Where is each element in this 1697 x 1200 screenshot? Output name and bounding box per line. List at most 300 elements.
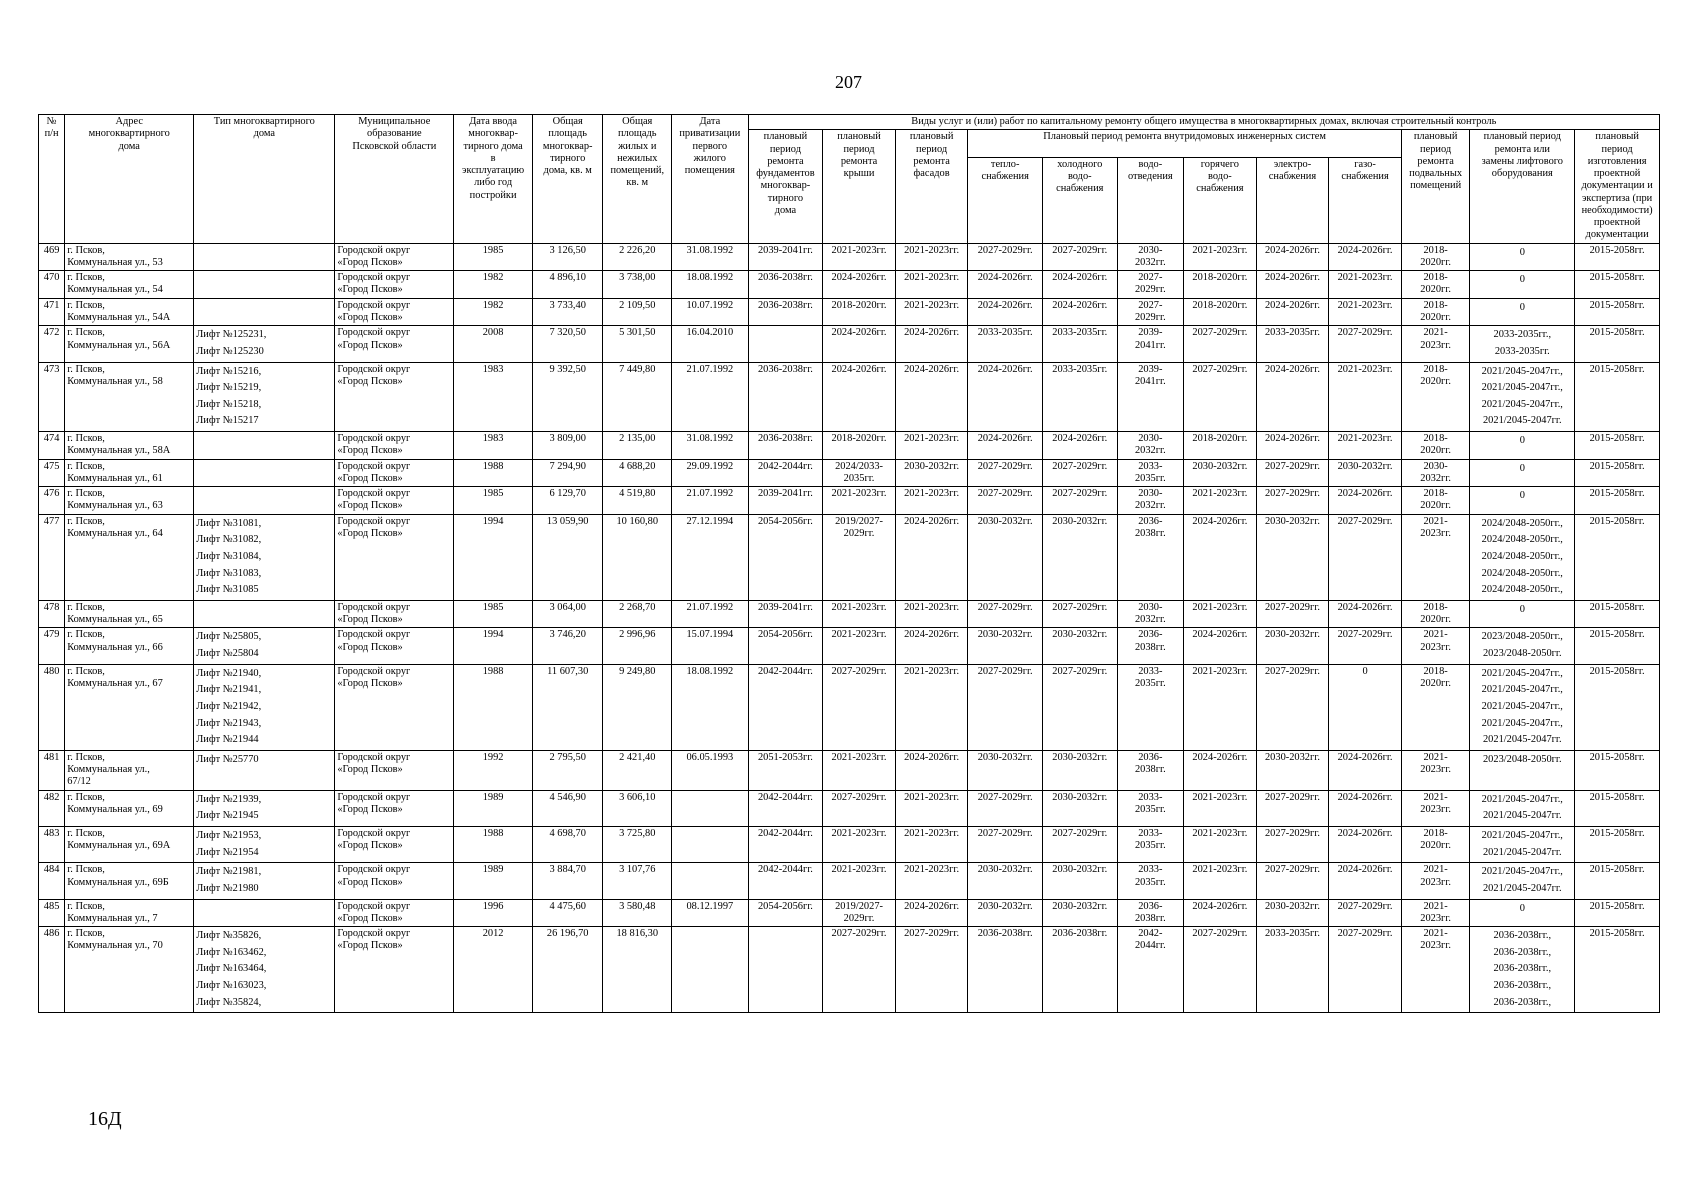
header-engineering-group: Плановый период ремонта внутридомовых инженерных систем [968, 130, 1401, 157]
row-total-area: 3 746,20 [532, 628, 603, 664]
row-cold-water: 2030-2032гг. [1042, 628, 1117, 664]
row-hot-water: 2021-2023гг. [1184, 243, 1257, 271]
row-address: г. Псков, Коммунальная ул., 69А [65, 826, 194, 862]
row-address: г. Псков, Коммунальная ул., 56А [65, 326, 194, 362]
row-privatization [672, 826, 749, 862]
row-type: Лифт №21939, Лифт №21945 [194, 790, 335, 826]
row-number: 482 [39, 790, 65, 826]
row-address: г. Псков, Коммунальная ул., 7 [65, 899, 194, 927]
row-cold-water: 2027-2029гг. [1042, 600, 1117, 628]
row-living-area: 2 996,96 [603, 628, 672, 664]
row-hot-water: 2024-2026гг. [1184, 514, 1257, 600]
row-address: г. Псков, Коммунальная ул., 54А [65, 298, 194, 326]
row-roof: 2021-2023гг. [823, 863, 896, 899]
row-living-area: 18 816,30 [603, 927, 672, 1013]
row-foundation: 2042-2044гг. [748, 459, 823, 487]
row-drainage: 2039- 2041гг. [1117, 362, 1184, 432]
row-cold-water: 2030-2032гг. [1042, 514, 1117, 600]
row-year: 1982 [454, 271, 533, 299]
row-municipality: Городской округ «Город Псков» [335, 664, 454, 750]
table-row [39, 826, 1660, 862]
row-privatization [672, 790, 749, 826]
row-lift: 2021/2045-2047гг., 2021/2045-2047гг., 2021/2045-2047гг., 2021/2045-2047гг., 2021/2045-2047гг. [1470, 664, 1575, 750]
row-heat: 2027-2029гг. [968, 664, 1043, 750]
row-type [194, 432, 335, 460]
row-drainage: 2033- 2035гг. [1117, 459, 1184, 487]
table-row [39, 362, 1660, 432]
row-privatization: 31.08.1992 [672, 432, 749, 460]
row-design: 2015-2058гг. [1575, 326, 1660, 362]
row-hot-water: 2021-2023гг. [1184, 664, 1257, 750]
row-heat: 2030-2032гг. [968, 628, 1043, 664]
row-total-area: 7 294,90 [532, 459, 603, 487]
row-total-area: 4 896,10 [532, 271, 603, 299]
row-year: 1996 [454, 899, 533, 927]
row-municipality: Городской округ «Город Псков» [335, 326, 454, 362]
row-address: г. Псков, Коммунальная ул., 54 [65, 271, 194, 299]
row-living-area: 2 421,40 [603, 750, 672, 790]
header-lift: плановый период ремонта или замены лифтового оборудования [1470, 130, 1575, 243]
footer-code: 16Д [88, 1108, 122, 1130]
header-facade: плановый период ремонта фасадов [895, 130, 968, 243]
row-living-area: 2 226,20 [603, 243, 672, 271]
row-basement: 2021- 2023гг. [1401, 790, 1470, 826]
row-electric: 2030-2032гг. [1256, 628, 1329, 664]
row-foundation: 2042-2044гг. [748, 790, 823, 826]
row-gas: 2021-2023гг. [1329, 298, 1402, 326]
row-foundation: 2039-2041гг. [748, 600, 823, 628]
header-roof: плановый период ремонта крыши [823, 130, 896, 243]
row-number: 470 [39, 271, 65, 299]
row-number: 477 [39, 514, 65, 600]
header-electric: электро- снабжения [1256, 157, 1329, 243]
row-total-area: 6 129,70 [532, 487, 603, 515]
row-heat: 2027-2029гг. [968, 600, 1043, 628]
header-design: плановый период изготовления проектной документации и экспертиза (при необходимости) проектной документации [1575, 130, 1660, 243]
row-number: 485 [39, 899, 65, 927]
row-roof: 2021-2023гг. [823, 826, 896, 862]
row-drainage: 2036- 2038гг. [1117, 750, 1184, 790]
row-facade: 2021-2023гг. [895, 487, 968, 515]
row-hot-water: 2021-2023гг. [1184, 826, 1257, 862]
row-hot-water: 2021-2023гг. [1184, 863, 1257, 899]
row-foundation: 2054-2056гг. [748, 514, 823, 600]
row-lift: 2033-2035гг., 2033-2035гг. [1470, 326, 1575, 362]
row-living-area: 3 606,10 [603, 790, 672, 826]
table-row [39, 790, 1660, 826]
row-type [194, 487, 335, 515]
row-heat: 2030-2032гг. [968, 514, 1043, 600]
row-municipality: Городской округ «Город Псков» [335, 271, 454, 299]
row-roof: 2024-2026гг. [823, 362, 896, 432]
row-lift: 0 [1470, 243, 1575, 271]
header-date-in: Дата ввода многоквар- тирного дома в эксплуатацию либо год постройки [454, 115, 533, 244]
row-basement: 2018- 2020гг. [1401, 600, 1470, 628]
row-electric: 2027-2029гг. [1256, 487, 1329, 515]
row-municipality: Городской округ «Город Псков» [335, 628, 454, 664]
row-gas: 2030-2032гг. [1329, 459, 1402, 487]
row-privatization: 27.12.1994 [672, 514, 749, 600]
row-foundation: 2051-2053гг. [748, 750, 823, 790]
row-facade: 2021-2023гг. [895, 664, 968, 750]
row-hot-water: 2018-2020гг. [1184, 432, 1257, 460]
row-municipality: Городской округ «Город Псков» [335, 899, 454, 927]
row-privatization: 08.12.1997 [672, 899, 749, 927]
row-drainage: 2027- 2029гг. [1117, 271, 1184, 299]
row-drainage: 2042- 2044гг. [1117, 927, 1184, 1013]
row-basement: 2021- 2023гг. [1401, 863, 1470, 899]
header-living-area: Общая площадь жилых и нежилых помещений, кв. м [603, 115, 672, 244]
row-roof: 2021-2023гг. [823, 487, 896, 515]
row-design: 2015-2058гг. [1575, 298, 1660, 326]
row-drainage: 2030- 2032гг. [1117, 432, 1184, 460]
row-basement: 2018- 2020гг. [1401, 664, 1470, 750]
row-type: Лифт №21981, Лифт №21980 [194, 863, 335, 899]
row-facade: 2021-2023гг. [895, 826, 968, 862]
row-drainage: 2036- 2038гг. [1117, 514, 1184, 600]
table-row [39, 432, 1660, 460]
row-foundation: 2042-2044гг. [748, 826, 823, 862]
row-foundation: 2042-2044гг. [748, 863, 823, 899]
table-row [39, 600, 1660, 628]
row-design: 2015-2058гг. [1575, 487, 1660, 515]
row-drainage: 2027- 2029гг. [1117, 298, 1184, 326]
row-total-area: 3 809,00 [532, 432, 603, 460]
row-basement: 2018- 2020гг. [1401, 487, 1470, 515]
row-facade: 2027-2029гг. [895, 927, 968, 1013]
row-number: 478 [39, 600, 65, 628]
row-basement: 2021- 2023гг. [1401, 750, 1470, 790]
row-living-area: 4 519,80 [603, 487, 672, 515]
row-electric: 2027-2029гг. [1256, 600, 1329, 628]
row-address: г. Псков, Коммунальная ул., 66 [65, 628, 194, 664]
row-address: г. Псков, Коммунальная ул., 63 [65, 487, 194, 515]
row-heat: 2030-2032гг. [968, 899, 1043, 927]
row-living-area: 2 268,70 [603, 600, 672, 628]
row-type: Лифт №25805, Лифт №25804 [194, 628, 335, 664]
row-number: 484 [39, 863, 65, 899]
row-hot-water: 2024-2026гг. [1184, 750, 1257, 790]
row-lift: 0 [1470, 459, 1575, 487]
row-lift: 0 [1470, 899, 1575, 927]
table-row [39, 927, 1660, 1013]
row-year: 1983 [454, 362, 533, 432]
row-design: 2015-2058гг. [1575, 271, 1660, 299]
page-number: 207 [835, 72, 862, 92]
row-facade: 2021-2023гг. [895, 600, 968, 628]
row-design: 2015-2058гг. [1575, 243, 1660, 271]
header-type: Тип многоквартирного дома [194, 115, 335, 244]
row-number: 480 [39, 664, 65, 750]
row-municipality: Городской округ «Город Псков» [335, 826, 454, 862]
row-cold-water: 2030-2032гг. [1042, 863, 1117, 899]
row-lift: 0 [1470, 298, 1575, 326]
row-number: 476 [39, 487, 65, 515]
row-design: 2015-2058гг. [1575, 459, 1660, 487]
row-living-area: 3 725,80 [603, 826, 672, 862]
row-cold-water: 2024-2026гг. [1042, 432, 1117, 460]
row-address: г. Псков, Коммунальная ул., 69 [65, 790, 194, 826]
row-facade: 2024-2026гг. [895, 362, 968, 432]
row-type: Лифт №15216, Лифт №15219, Лифт №15218, Лифт №15217 [194, 362, 335, 432]
row-type: Лифт №35826, Лифт №163462, Лифт №163464, Лифт №163023, Лифт №35824, [194, 927, 335, 1013]
row-total-area: 3 064,00 [532, 600, 603, 628]
row-basement: 2021- 2023гг. [1401, 326, 1470, 362]
row-design: 2015-2058гг. [1575, 826, 1660, 862]
row-total-area: 3 884,70 [532, 863, 603, 899]
row-hot-water: 2021-2023гг. [1184, 487, 1257, 515]
row-gas: 2021-2023гг. [1329, 362, 1402, 432]
row-design: 2015-2058гг. [1575, 600, 1660, 628]
row-hot-water: 2018-2020гг. [1184, 298, 1257, 326]
row-privatization: 18.08.1992 [672, 271, 749, 299]
row-drainage: 2033- 2035гг. [1117, 664, 1184, 750]
row-hot-water: 2027-2029гг. [1184, 362, 1257, 432]
row-basement: 2018- 2020гг. [1401, 243, 1470, 271]
row-heat: 2033-2035гг. [968, 326, 1043, 362]
row-basement: 2018- 2020гг. [1401, 271, 1470, 299]
row-foundation: 2042-2044гг. [748, 664, 823, 750]
row-facade: 2024-2026гг. [895, 326, 968, 362]
row-roof: 2024-2026гг. [823, 326, 896, 362]
row-heat: 2024-2026гг. [968, 362, 1043, 432]
row-lift: 2021/2045-2047гг., 2021/2045-2047гг., 2021/2045-2047гг., 2021/2045-2047гг. [1470, 362, 1575, 432]
row-gas: 2024-2026гг. [1329, 600, 1402, 628]
row-hot-water: 2024-2026гг. [1184, 628, 1257, 664]
row-hot-water: 2024-2026гг. [1184, 899, 1257, 927]
row-cold-water: 2027-2029гг. [1042, 487, 1117, 515]
row-year: 1988 [454, 459, 533, 487]
row-address: г. Псков, Коммунальная ул., 58 [65, 362, 194, 432]
row-municipality: Городской округ «Город Псков» [335, 863, 454, 899]
row-address: г. Псков, Коммунальная ул., 67 [65, 664, 194, 750]
row-design: 2015-2058гг. [1575, 750, 1660, 790]
row-address: г. Псков, Коммунальная ул., 70 [65, 927, 194, 1013]
row-foundation: 2036-2038гг. [748, 298, 823, 326]
row-year: 2008 [454, 326, 533, 362]
row-year: 1989 [454, 863, 533, 899]
row-type [194, 271, 335, 299]
row-total-area: 4 475,60 [532, 899, 603, 927]
row-basement: 2021- 2023гг. [1401, 628, 1470, 664]
row-cold-water: 2030-2032гг. [1042, 750, 1117, 790]
row-privatization: 06.05.1993 [672, 750, 749, 790]
row-living-area: 7 449,80 [603, 362, 672, 432]
row-drainage: 2033- 2035гг. [1117, 826, 1184, 862]
row-year: 1994 [454, 514, 533, 600]
row-drainage: 2030- 2032гг. [1117, 487, 1184, 515]
row-total-area: 11 607,30 [532, 664, 603, 750]
row-electric: 2027-2029гг. [1256, 826, 1329, 862]
row-address: г. Псков, Коммунальная ул., 53 [65, 243, 194, 271]
row-type: Лифт №125231, Лифт №125230 [194, 326, 335, 362]
row-electric: 2024-2026гг. [1256, 298, 1329, 326]
row-municipality: Городской округ «Город Псков» [335, 362, 454, 432]
row-basement: 2021- 2023гг. [1401, 927, 1470, 1013]
row-cold-water: 2033-2035гг. [1042, 362, 1117, 432]
row-gas: 0 [1329, 664, 1402, 750]
row-gas: 2027-2029гг. [1329, 899, 1402, 927]
table-row [39, 863, 1660, 899]
row-basement: 2021- 2023гг. [1401, 514, 1470, 600]
row-type: Лифт №21940, Лифт №21941, Лифт №21942, Лифт №21943, Лифт №21944 [194, 664, 335, 750]
row-roof: 2027-2029гг. [823, 927, 896, 1013]
row-total-area: 7 320,50 [532, 326, 603, 362]
row-type [194, 298, 335, 326]
row-address: г. Псков, Коммунальная ул., 61 [65, 459, 194, 487]
row-foundation [748, 326, 823, 362]
row-drainage: 2033- 2035гг. [1117, 790, 1184, 826]
row-type [194, 243, 335, 271]
row-foundation: 2054-2056гг. [748, 628, 823, 664]
row-foundation: 2039-2041гг. [748, 487, 823, 515]
row-living-area: 2 135,00 [603, 432, 672, 460]
row-heat: 2024-2026гг. [968, 271, 1043, 299]
table-row [39, 487, 1660, 515]
row-heat: 2027-2029гг. [968, 459, 1043, 487]
row-electric: 2027-2029гг. [1256, 459, 1329, 487]
row-design: 2015-2058гг. [1575, 664, 1660, 750]
row-total-area: 2 795,50 [532, 750, 603, 790]
table-row [39, 298, 1660, 326]
row-drainage: 2030- 2032гг. [1117, 243, 1184, 271]
table-row [39, 243, 1660, 271]
row-municipality: Городской округ «Город Псков» [335, 790, 454, 826]
row-privatization: 21.07.1992 [672, 600, 749, 628]
row-electric: 2024-2026гг. [1256, 362, 1329, 432]
row-roof: 2019/2027- 2029гг. [823, 899, 896, 927]
table-row [39, 271, 1660, 299]
row-year: 1992 [454, 750, 533, 790]
row-number: 479 [39, 628, 65, 664]
row-electric: 2030-2032гг. [1256, 750, 1329, 790]
row-gas: 2024-2026гг. [1329, 750, 1402, 790]
row-year: 2012 [454, 927, 533, 1013]
header-municipality: Муниципальное образование Псковской области [335, 115, 454, 244]
row-facade: 2024-2026гг. [895, 899, 968, 927]
row-type: Лифт №21953, Лифт №21954 [194, 826, 335, 862]
row-facade: 2021-2023гг. [895, 863, 968, 899]
row-number: 472 [39, 326, 65, 362]
header-cold-water: холодного водо- снабжения [1042, 157, 1117, 243]
row-drainage: 2033- 2035гг. [1117, 863, 1184, 899]
row-hot-water: 2030-2032гг. [1184, 459, 1257, 487]
row-electric: 2033-2035гг. [1256, 927, 1329, 1013]
row-roof: 2019/2027- 2029гг. [823, 514, 896, 600]
row-year: 1989 [454, 790, 533, 826]
row-facade: 2024-2026гг. [895, 750, 968, 790]
row-municipality: Городской округ «Город Псков» [335, 459, 454, 487]
header-works-group: Виды услуг и (или) работ по капитальному ремонту общего имущества в многоквартирных домах, включая строительный контроль [748, 115, 1659, 130]
row-year: 1983 [454, 432, 533, 460]
row-electric: 2027-2029гг. [1256, 863, 1329, 899]
row-design: 2015-2058гг. [1575, 863, 1660, 899]
row-basement: 2018- 2020гг. [1401, 362, 1470, 432]
header-gas: газо- снабжения [1329, 157, 1402, 243]
row-basement: 2018- 2020гг. [1401, 298, 1470, 326]
row-design: 2015-2058гг. [1575, 899, 1660, 927]
row-facade: 2024-2026гг. [895, 628, 968, 664]
row-gas: 2024-2026гг. [1329, 243, 1402, 271]
row-lift: 2021/2045-2047гг., 2021/2045-2047гг. [1470, 826, 1575, 862]
row-roof: 2021-2023гг. [823, 600, 896, 628]
row-lift: 2023/2048-2050гг., 2023/2048-2050гг. [1470, 628, 1575, 664]
row-cold-water: 2030-2032гг. [1042, 790, 1117, 826]
row-hot-water: 2021-2023гг. [1184, 790, 1257, 826]
row-cold-water: 2027-2029гг. [1042, 826, 1117, 862]
row-address: г. Псков, Коммунальная ул., 69Б [65, 863, 194, 899]
row-living-area: 10 160,80 [603, 514, 672, 600]
row-gas: 2021-2023гг. [1329, 271, 1402, 299]
table-body [39, 243, 1660, 1013]
row-lift: 2023/2048-2050гг. [1470, 750, 1575, 790]
row-electric: 2030-2032гг. [1256, 899, 1329, 927]
row-type [194, 899, 335, 927]
row-lift: 0 [1470, 432, 1575, 460]
row-gas: 2027-2029гг. [1329, 927, 1402, 1013]
row-roof: 2021-2023гг. [823, 243, 896, 271]
row-drainage: 2036- 2038гг. [1117, 628, 1184, 664]
row-gas: 2024-2026гг. [1329, 487, 1402, 515]
row-year: 1985 [454, 600, 533, 628]
row-municipality: Городской округ «Город Псков» [335, 600, 454, 628]
row-municipality: Городской округ «Город Псков» [335, 243, 454, 271]
row-living-area: 3 107,76 [603, 863, 672, 899]
row-roof: 2021-2023гг. [823, 750, 896, 790]
row-heat: 2030-2032гг. [968, 750, 1043, 790]
header-hot-water: горячего водо- снабжения [1184, 157, 1257, 243]
header-heat: тепло- снабжения [968, 157, 1043, 243]
row-gas: 2027-2029гг. [1329, 326, 1402, 362]
row-privatization: 21.07.1992 [672, 487, 749, 515]
row-heat: 2027-2029гг. [968, 243, 1043, 271]
row-type: Лифт №25770 [194, 750, 335, 790]
row-design: 2015-2058гг. [1575, 362, 1660, 432]
row-type: Лифт №31081, Лифт №31082, Лифт №31084, Лифт №31083, Лифт №31085 [194, 514, 335, 600]
row-design: 2015-2058гг. [1575, 514, 1660, 600]
row-total-area: 4 546,90 [532, 790, 603, 826]
row-foundation [748, 927, 823, 1013]
row-total-area: 4 698,70 [532, 826, 603, 862]
row-privatization: 18.08.1992 [672, 664, 749, 750]
table-row [39, 459, 1660, 487]
row-heat: 2027-2029гг. [968, 790, 1043, 826]
header-address: Адрес многоквартирного дома [65, 115, 194, 244]
header-basement: плановый период ремонта подвальных помещений [1401, 130, 1470, 243]
row-lift: 2024/2048-2050гг., 2024/2048-2050гг., 2024/2048-2050гг., 2024/2048-2050гг., 2024/2048-2050гг., [1470, 514, 1575, 600]
row-heat: 2024-2026гг. [968, 298, 1043, 326]
row-hot-water: 2018-2020гг. [1184, 271, 1257, 299]
row-heat: 2030-2032гг. [968, 863, 1043, 899]
row-type [194, 459, 335, 487]
row-basement: 2030- 2032гг. [1401, 459, 1470, 487]
row-roof: 2027-2029гг. [823, 790, 896, 826]
row-gas: 2021-2023гг. [1329, 432, 1402, 460]
row-privatization: 10.07.1992 [672, 298, 749, 326]
row-lift: 0 [1470, 487, 1575, 515]
row-facade: 2021-2023гг. [895, 432, 968, 460]
table-row [39, 628, 1660, 664]
row-year: 1985 [454, 487, 533, 515]
row-living-area: 3 580,48 [603, 899, 672, 927]
row-heat: 2027-2029гг. [968, 826, 1043, 862]
row-number: 474 [39, 432, 65, 460]
row-electric: 2027-2029гг. [1256, 664, 1329, 750]
row-lift: 2021/2045-2047гг., 2021/2045-2047гг. [1470, 863, 1575, 899]
row-living-area: 2 109,50 [603, 298, 672, 326]
row-lift: 0 [1470, 600, 1575, 628]
table-row [39, 750, 1660, 790]
